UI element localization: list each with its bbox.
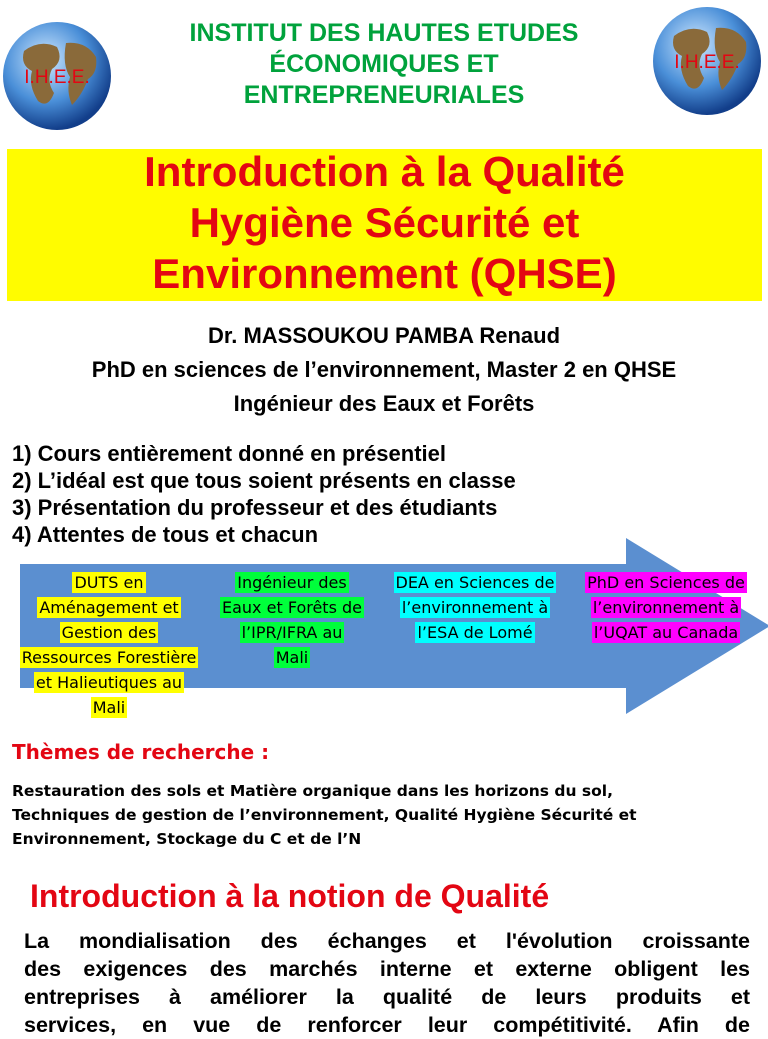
career-step-ingenieur xyxy=(204,570,380,670)
institute-name-line: ÉCONOMIQUES ET xyxy=(269,50,499,78)
institute-name-line: INSTITUT DES HAUTES ETUDES xyxy=(189,19,579,47)
career-line: DEA en Sciences de xyxy=(395,573,555,592)
research-line: Environnement, Stockage du C et de l’N xyxy=(12,830,362,848)
career-line: Gestion des xyxy=(61,623,157,642)
body-line: services, en vue de renforcer leur compétitivité. Afin de xyxy=(24,1013,750,1037)
author-degree: PhD en sciences de l’environnement, Master 2 en QHSE xyxy=(91,357,677,382)
author-name: Dr. MASSOUKOU PAMBA Renaud xyxy=(207,323,561,348)
career-line: et Halieutiques au xyxy=(35,673,183,692)
body-line: La mondialisation des échanges et l'évolution croissante xyxy=(24,929,750,953)
course-points xyxy=(12,440,516,548)
career-line: Ingénieur des xyxy=(237,573,347,592)
career-line: Aménagement et xyxy=(39,598,179,617)
career-line: DUTS en xyxy=(74,573,144,592)
course-title-line: Environnement (QHSE) xyxy=(152,250,617,297)
institute-logo-right xyxy=(652,6,762,116)
logo-text: I.H.E.E. xyxy=(24,67,90,88)
research-line: Techniques de gestion de l’environnement, Qualité Hygiène Sécurité et xyxy=(12,806,637,824)
list-item: 3) Présentation du professeur et des étudiants xyxy=(12,495,498,520)
author-title: Ingénieur des Eaux et Forêts xyxy=(233,391,535,416)
course-title-line: Hygiène Sécurité et xyxy=(189,199,580,246)
career-line: l’environnement à xyxy=(401,598,549,617)
career-line: Eaux et Forêts de xyxy=(222,598,362,617)
career-step-phd xyxy=(570,570,762,645)
career-line: Mali xyxy=(92,698,126,717)
career-step-duts xyxy=(4,570,214,720)
institute-name xyxy=(120,18,648,111)
section-body xyxy=(24,927,750,1039)
career-line: Ressources Forestière xyxy=(21,648,197,667)
body-line: entreprises à améliorer la qualité de leurs produits et xyxy=(24,985,750,1009)
list-item: 2) L’idéal est que tous soient présents en classe xyxy=(12,468,516,493)
body-line: des exigences des marchés interne et externe obligent les xyxy=(24,957,750,981)
career-line: l’environnement à xyxy=(592,598,740,617)
research-themes xyxy=(12,779,762,851)
course-title xyxy=(7,146,762,299)
list-item: 1) Cours entièrement donné en présentiel xyxy=(12,441,446,466)
author-block xyxy=(0,319,768,421)
section-title: Introduction à la notion de Qualité xyxy=(30,878,550,914)
career-line: Mali xyxy=(275,648,309,667)
institute-name-line: ENTREPRENEURIALES xyxy=(243,81,525,109)
list-item: 4) Attentes de tous et chacun xyxy=(12,522,319,547)
logo-text: I.H.E.E. xyxy=(674,52,740,73)
career-line: PhD en Sciences de xyxy=(587,573,745,592)
research-heading: Thèmes de recherche : xyxy=(12,740,270,764)
career-line: l’IPR/IFRA au xyxy=(241,623,343,642)
career-line: l’UQAT au Canada xyxy=(593,623,739,642)
career-step-dea xyxy=(382,570,568,645)
research-line: Restauration des sols et Matière organique dans les horizons du sol, xyxy=(12,782,613,800)
course-title-line: Introduction à la Qualité xyxy=(144,148,625,195)
career-line: l’ESA de Lomé xyxy=(417,623,533,642)
institute-logo-left xyxy=(2,21,112,131)
